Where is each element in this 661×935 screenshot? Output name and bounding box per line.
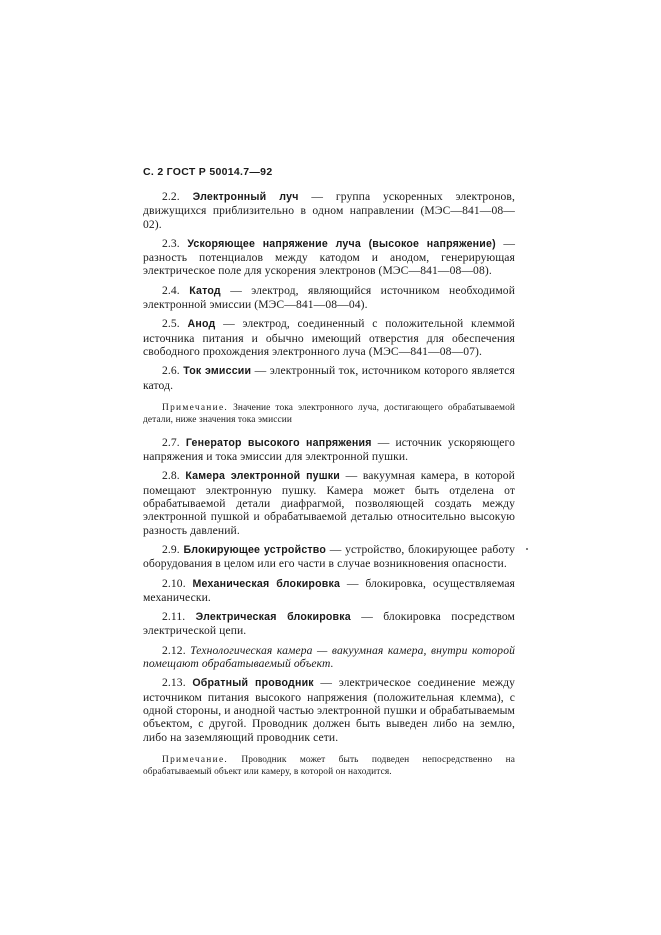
definition-text: — блокировка, осуществляемая механически. (143, 576, 515, 604)
definition-text: — электрическое соединение между источником питания высокого напряжения (положительная клемма), с одной стороны, и анодной частью электронной пушки и обрабатываемым объектом, с другой. Проводник должен быть выведен либо на землю, либо на заземляющий проводник сети. (143, 676, 515, 744)
definition-text: — электронный ток, источником которого является катод. (143, 364, 515, 392)
definition-text: — разность потенциалов между катодом и анодом, генерирующая электрическое поле для ускорения электронов (МЭС—841—08—08). (143, 236, 516, 278)
term-definition-2-2 (143, 190, 515, 231)
definition-text: — устройство, блокирующее работу оборудования в целом или его части в случае возникновения опасности. (143, 542, 515, 571)
term-name: Механическая блокировка (192, 577, 341, 590)
clause-number: 2.11. (162, 610, 186, 624)
term-name: Электронный луч (192, 191, 299, 203)
definition-text: — электрод, соединенный с положительной клеммой источника питания и обычно имеющий отверстия для обеспечения свободного прохождения электронного луча (МЭС—841—08—07). (143, 317, 515, 358)
page-header: С. 2 ГОСТ Р 50014.7—92 (143, 166, 273, 178)
term-name: Камера электронной пушки (185, 470, 341, 483)
term-name: Блокирующее устройство (183, 543, 327, 556)
definition-text: — источник ускоряющего напряжения и тока эмиссии для электронной пушки. (143, 435, 515, 464)
note-1 (143, 402, 515, 426)
term-definition-2-4 (143, 284, 515, 312)
term-definition-2-9 (143, 543, 515, 571)
term-definition-2-11 (143, 610, 515, 638)
clause-number: 2.2. (162, 190, 180, 203)
note-2 (143, 754, 515, 778)
scan-speck (526, 548, 528, 550)
note-text: Значение тока электронного луча, достигающего обрабатываемой детали, ниже значения тока эмиссии (143, 402, 515, 425)
clause-number: 2.8. (162, 469, 180, 483)
term-name: Электрическая блокировка (195, 611, 351, 624)
clause-number: 2.3. (162, 236, 180, 250)
clause-number: 2.6. (162, 364, 180, 378)
term-definition-2-3 (143, 237, 515, 278)
term-definition-2-5 (143, 317, 515, 358)
term-definition-2-6 (143, 364, 515, 392)
term-name: Обратный проводник (192, 677, 314, 690)
term-name: Генератор высокого напряжения (185, 436, 372, 449)
clause-number: 2.10. (162, 576, 186, 590)
term-definition-2-12 (143, 644, 515, 671)
term-definition-2-13 (143, 676, 515, 743)
term-definition-2-10 (143, 577, 515, 605)
term-definition-2-7 (143, 436, 515, 464)
definition-text: — вакуумная камера, в которой помещают электронную пушку. Камера может быть отделена от обрабатываемой детали диафрагмой, позволяющей создать между электронной пушкой и обрабатываемой деталью относительно высокую разность давлений. (143, 469, 515, 537)
definition-text: — блокировка посредством электрической цепи. (143, 610, 515, 638)
clause-number: 2.5. (162, 317, 180, 331)
clause-number: 2.9. (162, 542, 180, 556)
term-name: Катод (189, 284, 221, 297)
note-text: Проводник может быть подведен непосредственно на обрабатываемый объект или камеру, в которой он находится. (143, 754, 515, 777)
clause-number: 2.7. (162, 435, 180, 449)
note-label: Примечание. (162, 754, 229, 765)
definition-text: — электрод, являющийся источником необходимой электронной эмиссии (МЭС—841—08—04). (143, 283, 515, 312)
note-label: Примечание. (162, 402, 229, 413)
definition-text: — группа ускоренных электронов, движущихся приблизительно в одном направлении (МЭС—841—08—02). (143, 190, 515, 231)
clause-number: 2.12. (162, 643, 186, 657)
term-name: Ток эмиссии (183, 365, 252, 378)
clause-number: 2.4. (162, 283, 180, 297)
term-name: Ускоряющее напряжение луча (высокое напряжение) (187, 237, 496, 250)
term-definition-2-8 (143, 469, 515, 536)
document-body (143, 190, 515, 788)
clause-number: 2.13. (162, 676, 186, 690)
definition-text: Технологическая камера — вакуумная камера, внутри которой помещают обрабатываемый объект. (143, 643, 515, 671)
term-name: Анод (187, 318, 216, 331)
